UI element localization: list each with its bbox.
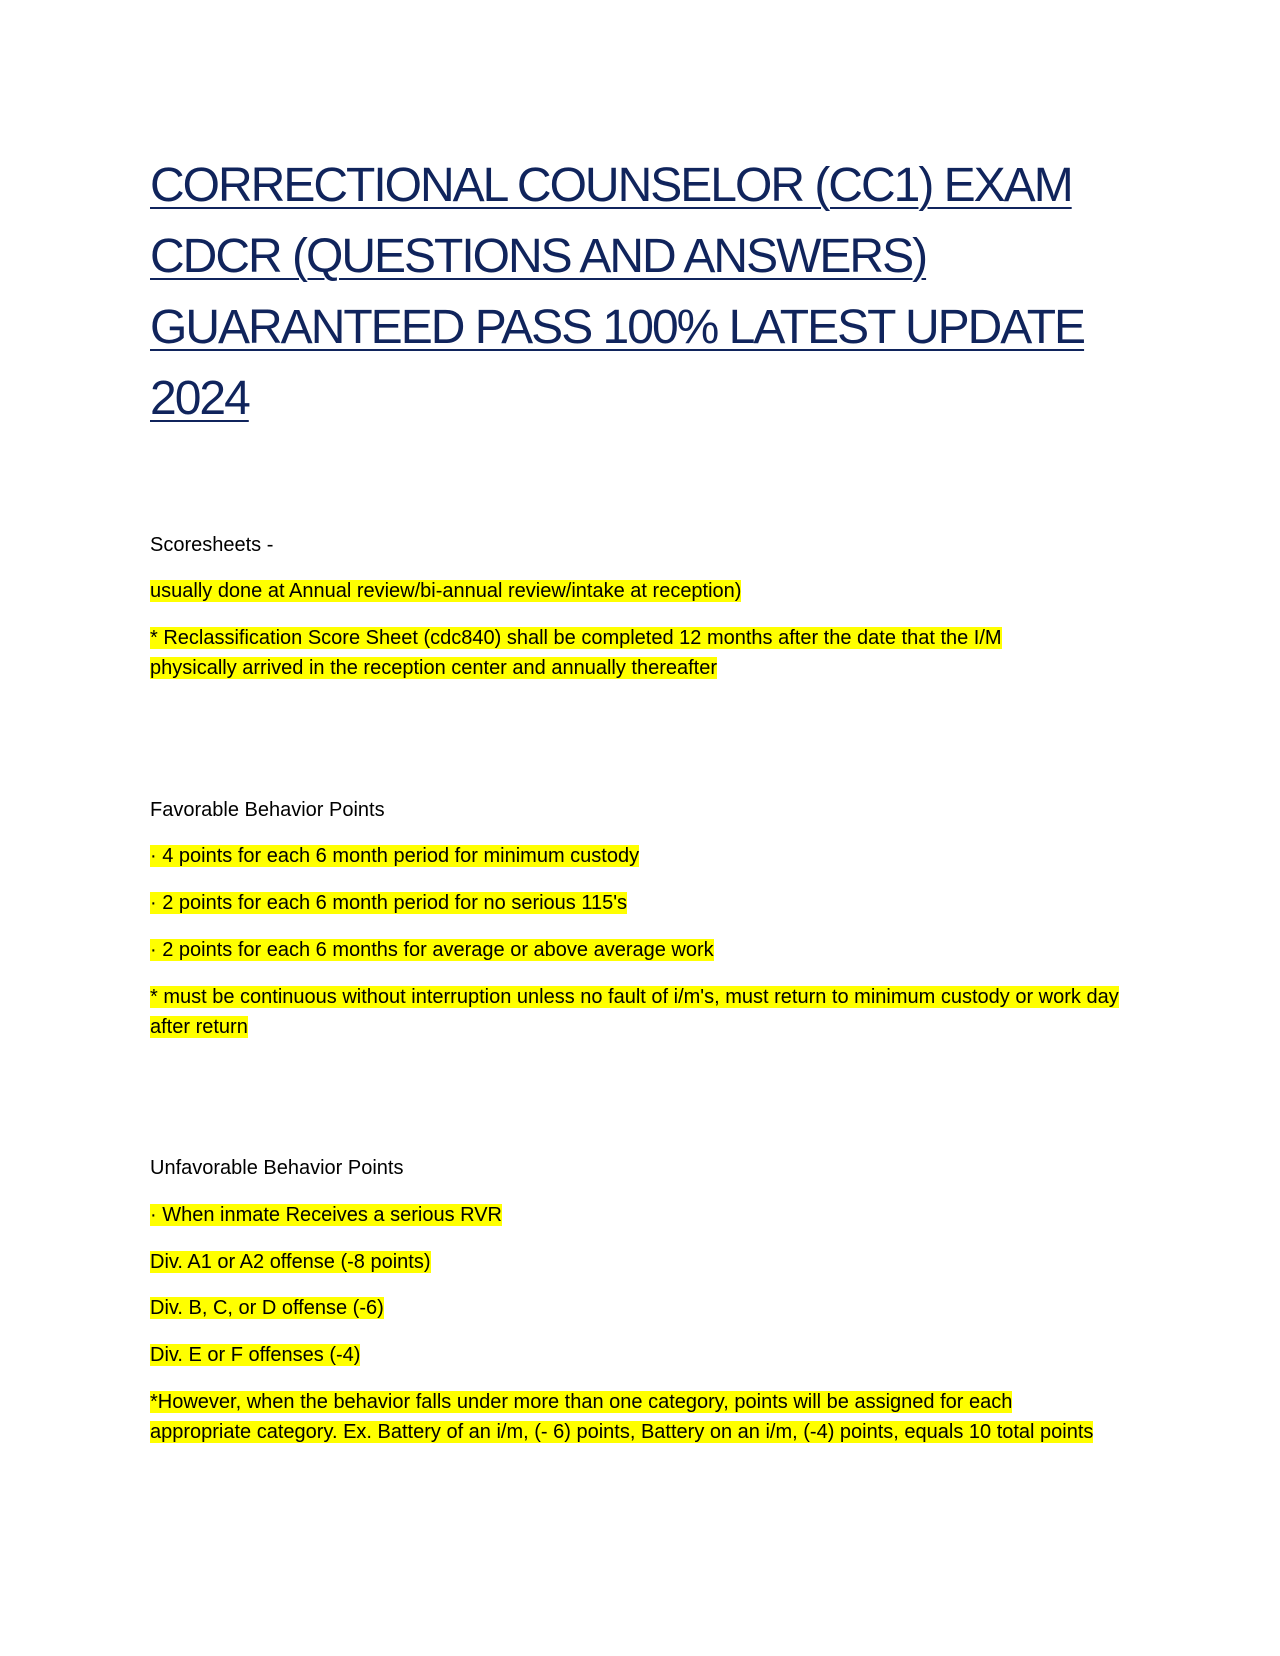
highlighted-text: usually done at Annual review/bi-annual review/intake at reception) — [150, 580, 742, 602]
highlighted-item — [150, 1340, 360, 1370]
highlighted-text: * must be continuous without interruption unless no fault of i/m's, must return to minimum custody or work day after return — [150, 986, 1119, 1038]
highlighted-item — [150, 576, 741, 606]
highlighted-item — [150, 1200, 502, 1230]
section-heading-unfavorable: Unfavorable Behavior Points — [150, 1157, 404, 1179]
highlighted-item — [150, 982, 1140, 1042]
highlighted-item — [150, 1387, 1110, 1447]
highlighted-item — [150, 1293, 384, 1323]
document-title — [150, 150, 1130, 434]
highlighted-item — [150, 1247, 431, 1277]
highlighted-item — [150, 888, 627, 918]
section-heading-favorable: Favorable Behavior Points — [150, 799, 385, 821]
highlighted-text: · 2 points for each 6 months for average or above average work — [150, 939, 714, 961]
highlighted-text: Div. B, C, or D offense (-6) — [150, 1297, 384, 1319]
highlighted-text: Div. A1 or A2 offense (-8 points) — [150, 1251, 431, 1273]
highlighted-text: · 4 points for each 6 month period for minimum custody — [150, 845, 640, 867]
highlighted-text: Div. E or F offenses (-4) — [150, 1344, 361, 1366]
highlighted-item — [150, 935, 714, 965]
highlighted-text: * Reclassification Score Sheet (cdc840) shall be completed 12 months after the date that the I/M physically arrived in the reception center and annually thereafter — [150, 627, 1002, 679]
document-title-text: CORRECTIONAL COUNSELOR (CC1) EXAM CDCR (QUESTIONS AND ANSWERS) GUARANTEED PASS 100% LATEST UPDATE 2024 — [150, 159, 1085, 425]
highlighted-text: · 2 points for each 6 month period for no serious 115's — [150, 892, 628, 914]
highlighted-item — [150, 841, 639, 871]
highlighted-text: · When inmate Receives a serious RVR — [150, 1204, 502, 1226]
highlighted-text: *However, when the behavior falls under more than one category, points will be assigned for each appropriate category. Ex. Battery of an i/m, (- 6) points, Battery on an i/m, (-4) points, equals 10 total points — [150, 1391, 1094, 1443]
section-heading-scoresheets: Scoresheets - — [150, 534, 274, 556]
highlighted-item — [150, 623, 1050, 683]
